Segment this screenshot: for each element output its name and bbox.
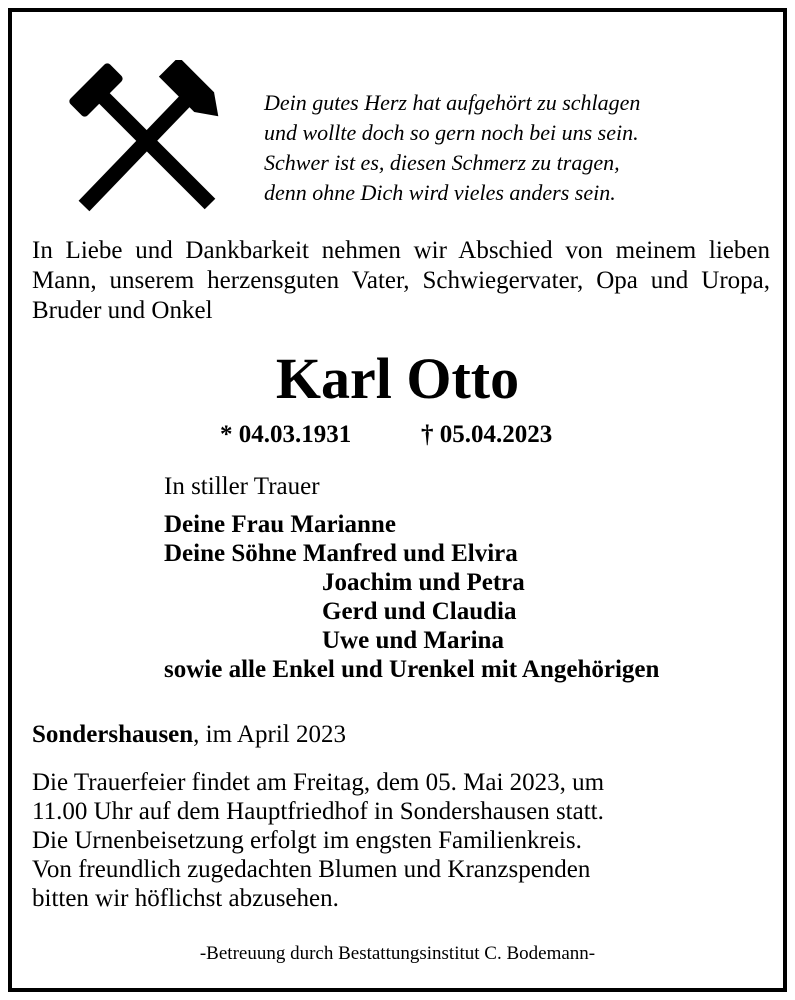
mourners-list (164, 510, 659, 684)
ceremony-line: Die Urnenbeisetzung erfolgt im engsten Familienkreis. (32, 827, 582, 854)
crossed-hammers-icon (60, 60, 232, 212)
death-date: † 05.04.2023 (421, 421, 553, 448)
poem-line: denn ohne Dich wird vieles anders sein. (264, 180, 616, 205)
ceremony-line: Von freundlich zugedachten Blumen und Kranzspenden (32, 856, 591, 883)
undertaker-credit: -Betreuung durch Bestattungsinstitut C. Bodemann- (199, 943, 596, 964)
place-city: Sondershausen (32, 721, 194, 748)
mourning-label: In stiller Trauer (164, 473, 320, 500)
ceremony-info (32, 768, 604, 913)
deceased-name: Karl Otto (275, 346, 520, 411)
poem-line: Dein gutes Herz hat aufgehört zu schlagen (264, 90, 641, 115)
mourner-line: sowie alle Enkel und Urenkel mit Angehörigen (164, 656, 660, 683)
mourner-line: Deine Söhne Manfred und Elvira (164, 540, 518, 567)
mourner-line: Uwe und Marina (322, 627, 504, 654)
intro-text: In Liebe und Dankbarkeit nehmen wir Abschied von meinem lieben Mann, unserem herzensguten Vater, Schwiegervater, Opa und Uropa, Bruder und Onkel (32, 237, 770, 324)
poem-line: Schwer ist es, diesen Schmerz zu tragen, (264, 150, 620, 175)
ceremony-line: 11.00 Uhr auf dem Hauptfriedhof in Sondershausen statt. (32, 798, 604, 825)
birth-date: * 04.03.1931 (220, 421, 352, 448)
mourner-line: Gerd und Claudia (322, 598, 517, 625)
poem-line: und wollte doch so gern noch bei uns sein. (264, 120, 639, 145)
mourner-line: Deine Frau Marianne (164, 511, 396, 538)
mourner-line: Joachim und Petra (322, 569, 525, 596)
place-month: , im April 2023 (193, 721, 346, 748)
ceremony-line: bitten wir höflichst abzusehen. (32, 885, 339, 912)
ceremony-line: Die Trauerfeier findet am Freitag, dem 05. Mai 2023, um (32, 769, 605, 796)
place-date (32, 720, 346, 750)
poem-verse (264, 88, 640, 208)
